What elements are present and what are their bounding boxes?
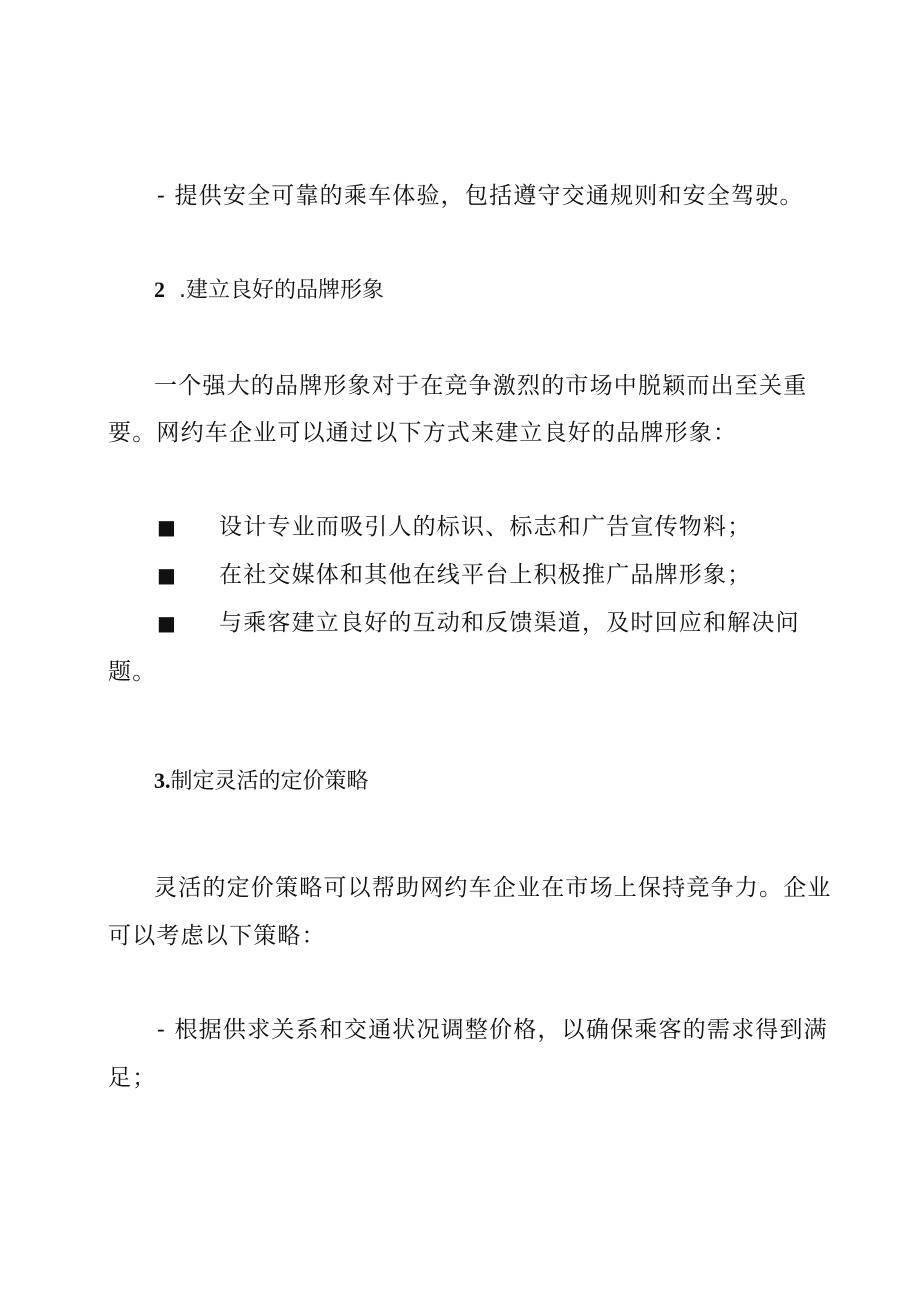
bullet-text: 设计专业而吸引人的标识、标志和广告宣传物料； [219,514,752,540]
section-3-paragraph-line-2: 可以考虑以下策略： [108,923,326,949]
section-2-paragraph-line-2: 要。网约车企业可以通过以下方式来建立良好的品牌形象： [108,420,738,446]
square-bullet-icon: ■ [157,611,176,635]
bullet-item [157,510,837,544]
square-bullet-icon: ■ [157,515,176,539]
section-2-title: .建立良好的品牌形象 [179,278,384,303]
section-3-dash-item-line-2: 足； [108,1065,157,1091]
bullet-3-continuation: 题。 [108,659,157,685]
section-2-paragraph-line-1: 一个强大的品牌形象对于在竞争激烈的市场中脱颖而出至关重 [154,373,808,399]
section-3-title: 制定灵活的定价策略 [170,769,369,794]
section-3-heading [154,764,369,799]
section-3-paragraph-line-1: 灵活的定价策略可以帮助网约车企业在市场上保持竞争力。企业 [154,875,832,901]
bullet-text: 在社交媒体和其他在线平台上积极推广品牌形象； [219,562,752,588]
bullet-text: 与乘客建立良好的互动和反馈渠道，及时回应和解决问 [219,610,800,636]
intro-dash-item: - 提供安全可靠的乘车体验，包括遵守交通规则和安全驾驶。 [157,183,804,209]
bullet-item [157,558,837,592]
square-bullet-icon: ■ [157,563,176,587]
section-2-heading [154,273,384,308]
bullet-item [157,606,837,640]
section-2-number: 2 [154,277,165,302]
section-3-dash-item-line-1: - 根据供求关系和交通状况调整价格，以确保乘客的需求得到满 [157,1017,828,1043]
section-3-number: 3. [154,768,171,793]
